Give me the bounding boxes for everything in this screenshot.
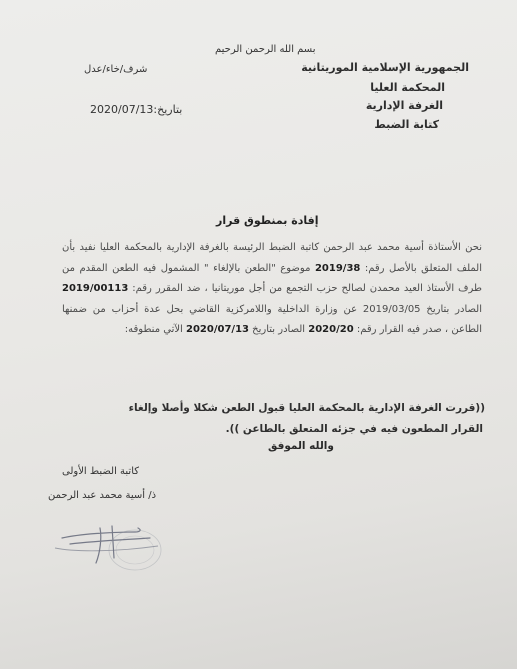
body-text: الآتي منطوقه: (124, 324, 187, 335)
document-body (62, 238, 482, 341)
letterhead-chamber: الغرفة الإدارية (365, 99, 443, 112)
basmala: بسم الله الرحمن الرحيم (215, 44, 316, 55)
document-title: إفادة بمنطوق قرار (216, 214, 319, 227)
decision-line: ((قررت الغرفة الإدارية بالمحكمة العليا قبول الطعن شكلا وأصلا وإلغاء (128, 402, 485, 414)
document-date: بتاريخ:2020/07/13 (90, 103, 183, 116)
decree-date: 2019/03/05 (362, 303, 421, 315)
body-text: نحن الأستاذة أسية محمد عبد الرحمن كاتبة الضبط الرئيسة بالغرفة الإدارية بالمحكمة العليا نفيد بأن الملف المتعلق بالأصل رقم: (62, 242, 482, 274)
ruling-date: 2020/07/13 (186, 324, 249, 335)
letterhead-republic: الجمهورية الإسلامية الموريتانية (301, 61, 469, 74)
body-text: موضوع "الطعن بالإلغاء " المشمول فيه الطعن المقدم من طرف الأستاذ العيد محمدن لصالح حزب التجمع من أجل موريتانيا ، ضد المقرر رقم: (62, 262, 482, 294)
body-text: عن وزارة الداخلية واللامركزية القاضي بحل عدة أحزاب من ضمنها الطاعن ، صدر فيه القرار رقم: (62, 303, 482, 335)
letterhead-court: المحكمة العليا (370, 81, 445, 94)
body-text: الصادر بتاريخ (420, 303, 482, 315)
case-number: 2019/38 (314, 262, 361, 274)
signatory-title: كاتبة الضبط الأولى (62, 466, 140, 477)
decree-number: 2019/00113 (62, 283, 129, 294)
body-text: الصادر بتاريخ (248, 324, 309, 335)
signatory-name: ذ/ أسية محمد عبد الرحمن (48, 490, 157, 501)
reference-code: شرف/خاء/عدل (84, 64, 148, 75)
closing-phrase: والله الموفق (268, 440, 334, 452)
letterhead-clerk-office: كتابة الضبط (374, 118, 439, 131)
handwritten-signature (40, 508, 170, 578)
decision-line: القرار المطعون فيه في جزئه المتعلق بالطاعن )). (225, 423, 483, 435)
ruling-operative-text (60, 398, 485, 440)
ruling-number: 2020/20 (308, 324, 354, 335)
